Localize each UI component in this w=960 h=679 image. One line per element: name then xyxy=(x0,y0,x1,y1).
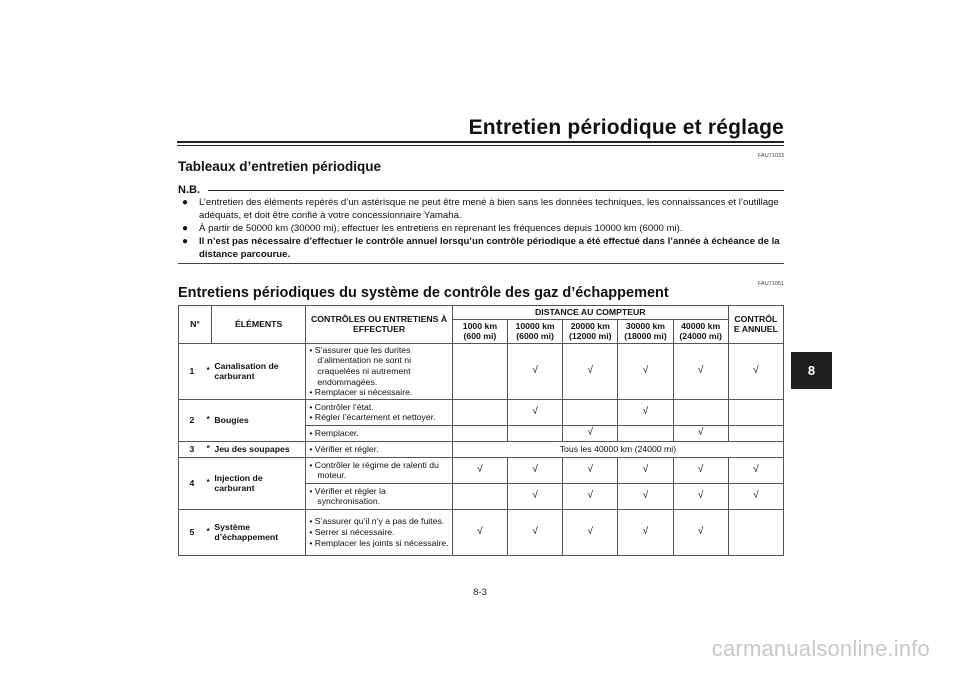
empty-cell xyxy=(452,399,507,425)
check-mark-icon: √ xyxy=(618,483,673,509)
check-mark-icon: √ xyxy=(618,457,673,483)
check-mark-icon: √ xyxy=(618,509,673,555)
check-mark-icon: √ xyxy=(673,425,728,441)
check-mark-icon: √ xyxy=(508,399,563,425)
row-checks: • S’assurer que les durites d’alimentation ne sont ni craquelées ni autrement endommagées. • Remplacer si nécessaire. xyxy=(306,343,452,399)
nb-item: ● Il n’est pas nécessaire d’effectuer le contrôle annuel lorsqu’un contrôle périodique a été effectué dans l’année à échéance de la distance parcourue. xyxy=(182,236,780,260)
bullet-icon: ● xyxy=(182,236,189,247)
bullet-icon: ● xyxy=(182,197,189,208)
nb-item: ● À partir de 50000 km (30000 mi), effectuer les entretiens en reprenant les fréquences depuis 10000 km (6000 mi). xyxy=(182,223,683,234)
check-mark-icon: √ xyxy=(563,509,618,555)
watermark: carmanualsonline.info xyxy=(711,636,930,661)
nb-label: N.B. xyxy=(178,184,200,196)
check-mark-icon: √ xyxy=(673,343,728,399)
check-mark-icon: √ xyxy=(618,343,673,399)
bullet-icon: ● xyxy=(182,223,189,234)
interval-text: Tous les 40000 km (24000 mi) xyxy=(452,441,783,457)
asterisk-mark: * xyxy=(205,509,211,555)
asterisk-mark: * xyxy=(205,343,211,399)
header-km: 1000 km (600 mi) xyxy=(452,319,507,343)
check-mark-icon: √ xyxy=(452,457,507,483)
check-mark-icon: √ xyxy=(508,509,563,555)
row-element: Canalisation de carburant xyxy=(211,343,305,399)
row-number: 1 xyxy=(179,343,205,399)
empty-cell xyxy=(452,483,507,509)
row-number: 3 xyxy=(179,441,205,457)
header-elements: ÉLÉMENTS xyxy=(211,306,305,344)
nb-rule xyxy=(208,190,784,191)
section-code: FAU71033 xyxy=(758,153,784,159)
asterisk-mark: * xyxy=(205,457,211,509)
header-rule-thin xyxy=(177,145,784,146)
row-checks: • Contrôler l’état. • Régler l’écartement et nettoyer. xyxy=(306,399,452,425)
header-annual: CONTRÔL E ANNUEL xyxy=(728,306,783,344)
check-mark-icon: √ xyxy=(673,509,728,555)
row-checks: • S’assurer qu’il n’y a pas de fuites. • Serrer si nécessaire. • Remplacer les joints si nécessaire. xyxy=(306,509,452,555)
row-number: 2 xyxy=(179,399,205,441)
check-mark-icon: √ xyxy=(563,425,618,441)
row-number: 4 xyxy=(179,457,205,509)
page-title: Entretien périodique et réglage xyxy=(468,116,784,139)
maintenance-table xyxy=(178,305,784,556)
row-element: Injection de carburant xyxy=(211,457,305,509)
empty-cell xyxy=(673,399,728,425)
table-row xyxy=(179,457,784,483)
empty-cell xyxy=(563,399,618,425)
row-element: Jeu des soupapes xyxy=(211,441,305,457)
header-km: 30000 km (18000 mi) xyxy=(618,319,673,343)
check-mark-icon: √ xyxy=(508,457,563,483)
empty-cell xyxy=(618,425,673,441)
check-mark-icon: √ xyxy=(728,483,783,509)
check-mark-icon: √ xyxy=(563,483,618,509)
table-header-row xyxy=(179,306,784,320)
header-rule xyxy=(177,141,784,143)
check-mark-icon: √ xyxy=(563,457,618,483)
section-code: FAU71051 xyxy=(758,281,784,287)
row-element: Bougies xyxy=(211,399,305,441)
check-mark-icon: √ xyxy=(673,483,728,509)
header-distance: DISTANCE AU COMPTEUR xyxy=(452,306,728,320)
check-mark-icon: √ xyxy=(728,343,783,399)
header-km: 40000 km (24000 mi) xyxy=(673,319,728,343)
table-row xyxy=(179,509,784,555)
nb-list xyxy=(178,196,784,261)
asterisk-mark: * xyxy=(205,441,211,457)
row-element: Système d’échappement xyxy=(211,509,305,555)
check-mark-icon: √ xyxy=(508,483,563,509)
page-number: 8-3 xyxy=(473,587,487,598)
check-mark-icon: √ xyxy=(508,343,563,399)
nb-item: ● L’entretien des éléments repérés d’un astérisque ne peut être mené à bien sans les données techniques, les connaissances et l’outillage adéquats, et doit être confié à votre concessionnaire Yamaha. xyxy=(182,197,779,221)
header-km: 10000 km (6000 mi) xyxy=(508,319,563,343)
row-checks: • Remplacer. xyxy=(306,425,452,441)
check-mark-icon: √ xyxy=(618,399,673,425)
empty-cell xyxy=(452,425,507,441)
header-checks: CONTRÔLES OU ENTRETIENS À EFFECTUER xyxy=(306,306,452,344)
check-mark-icon: √ xyxy=(452,509,507,555)
chapter-tab: 8 xyxy=(791,352,832,389)
check-mark-icon: √ xyxy=(728,457,783,483)
section-title: Tableaux d’entretien périodique xyxy=(178,159,382,174)
row-checks: • Vérifier et régler la synchronisation. xyxy=(306,483,452,509)
row-checks: • Contrôler le régime de ralenti du moteur. xyxy=(306,457,452,483)
empty-cell xyxy=(508,425,563,441)
check-mark-icon: √ xyxy=(673,457,728,483)
table-row xyxy=(179,399,784,425)
empty-cell xyxy=(728,425,783,441)
table-row xyxy=(179,441,784,457)
section-title: Entretiens périodiques du système de contrôle des gaz d’échappement xyxy=(178,285,669,301)
asterisk-mark: * xyxy=(205,399,211,441)
empty-cell xyxy=(728,509,783,555)
row-checks: • Vérifier et régler. xyxy=(306,441,452,457)
empty-cell xyxy=(728,399,783,425)
header-num: N° xyxy=(179,306,212,344)
table-row xyxy=(179,343,784,399)
check-mark-icon: √ xyxy=(563,343,618,399)
row-number: 5 xyxy=(179,509,205,555)
empty-cell xyxy=(452,343,507,399)
header-km: 20000 km (12000 mi) xyxy=(563,319,618,343)
nb-end-rule xyxy=(178,263,784,264)
